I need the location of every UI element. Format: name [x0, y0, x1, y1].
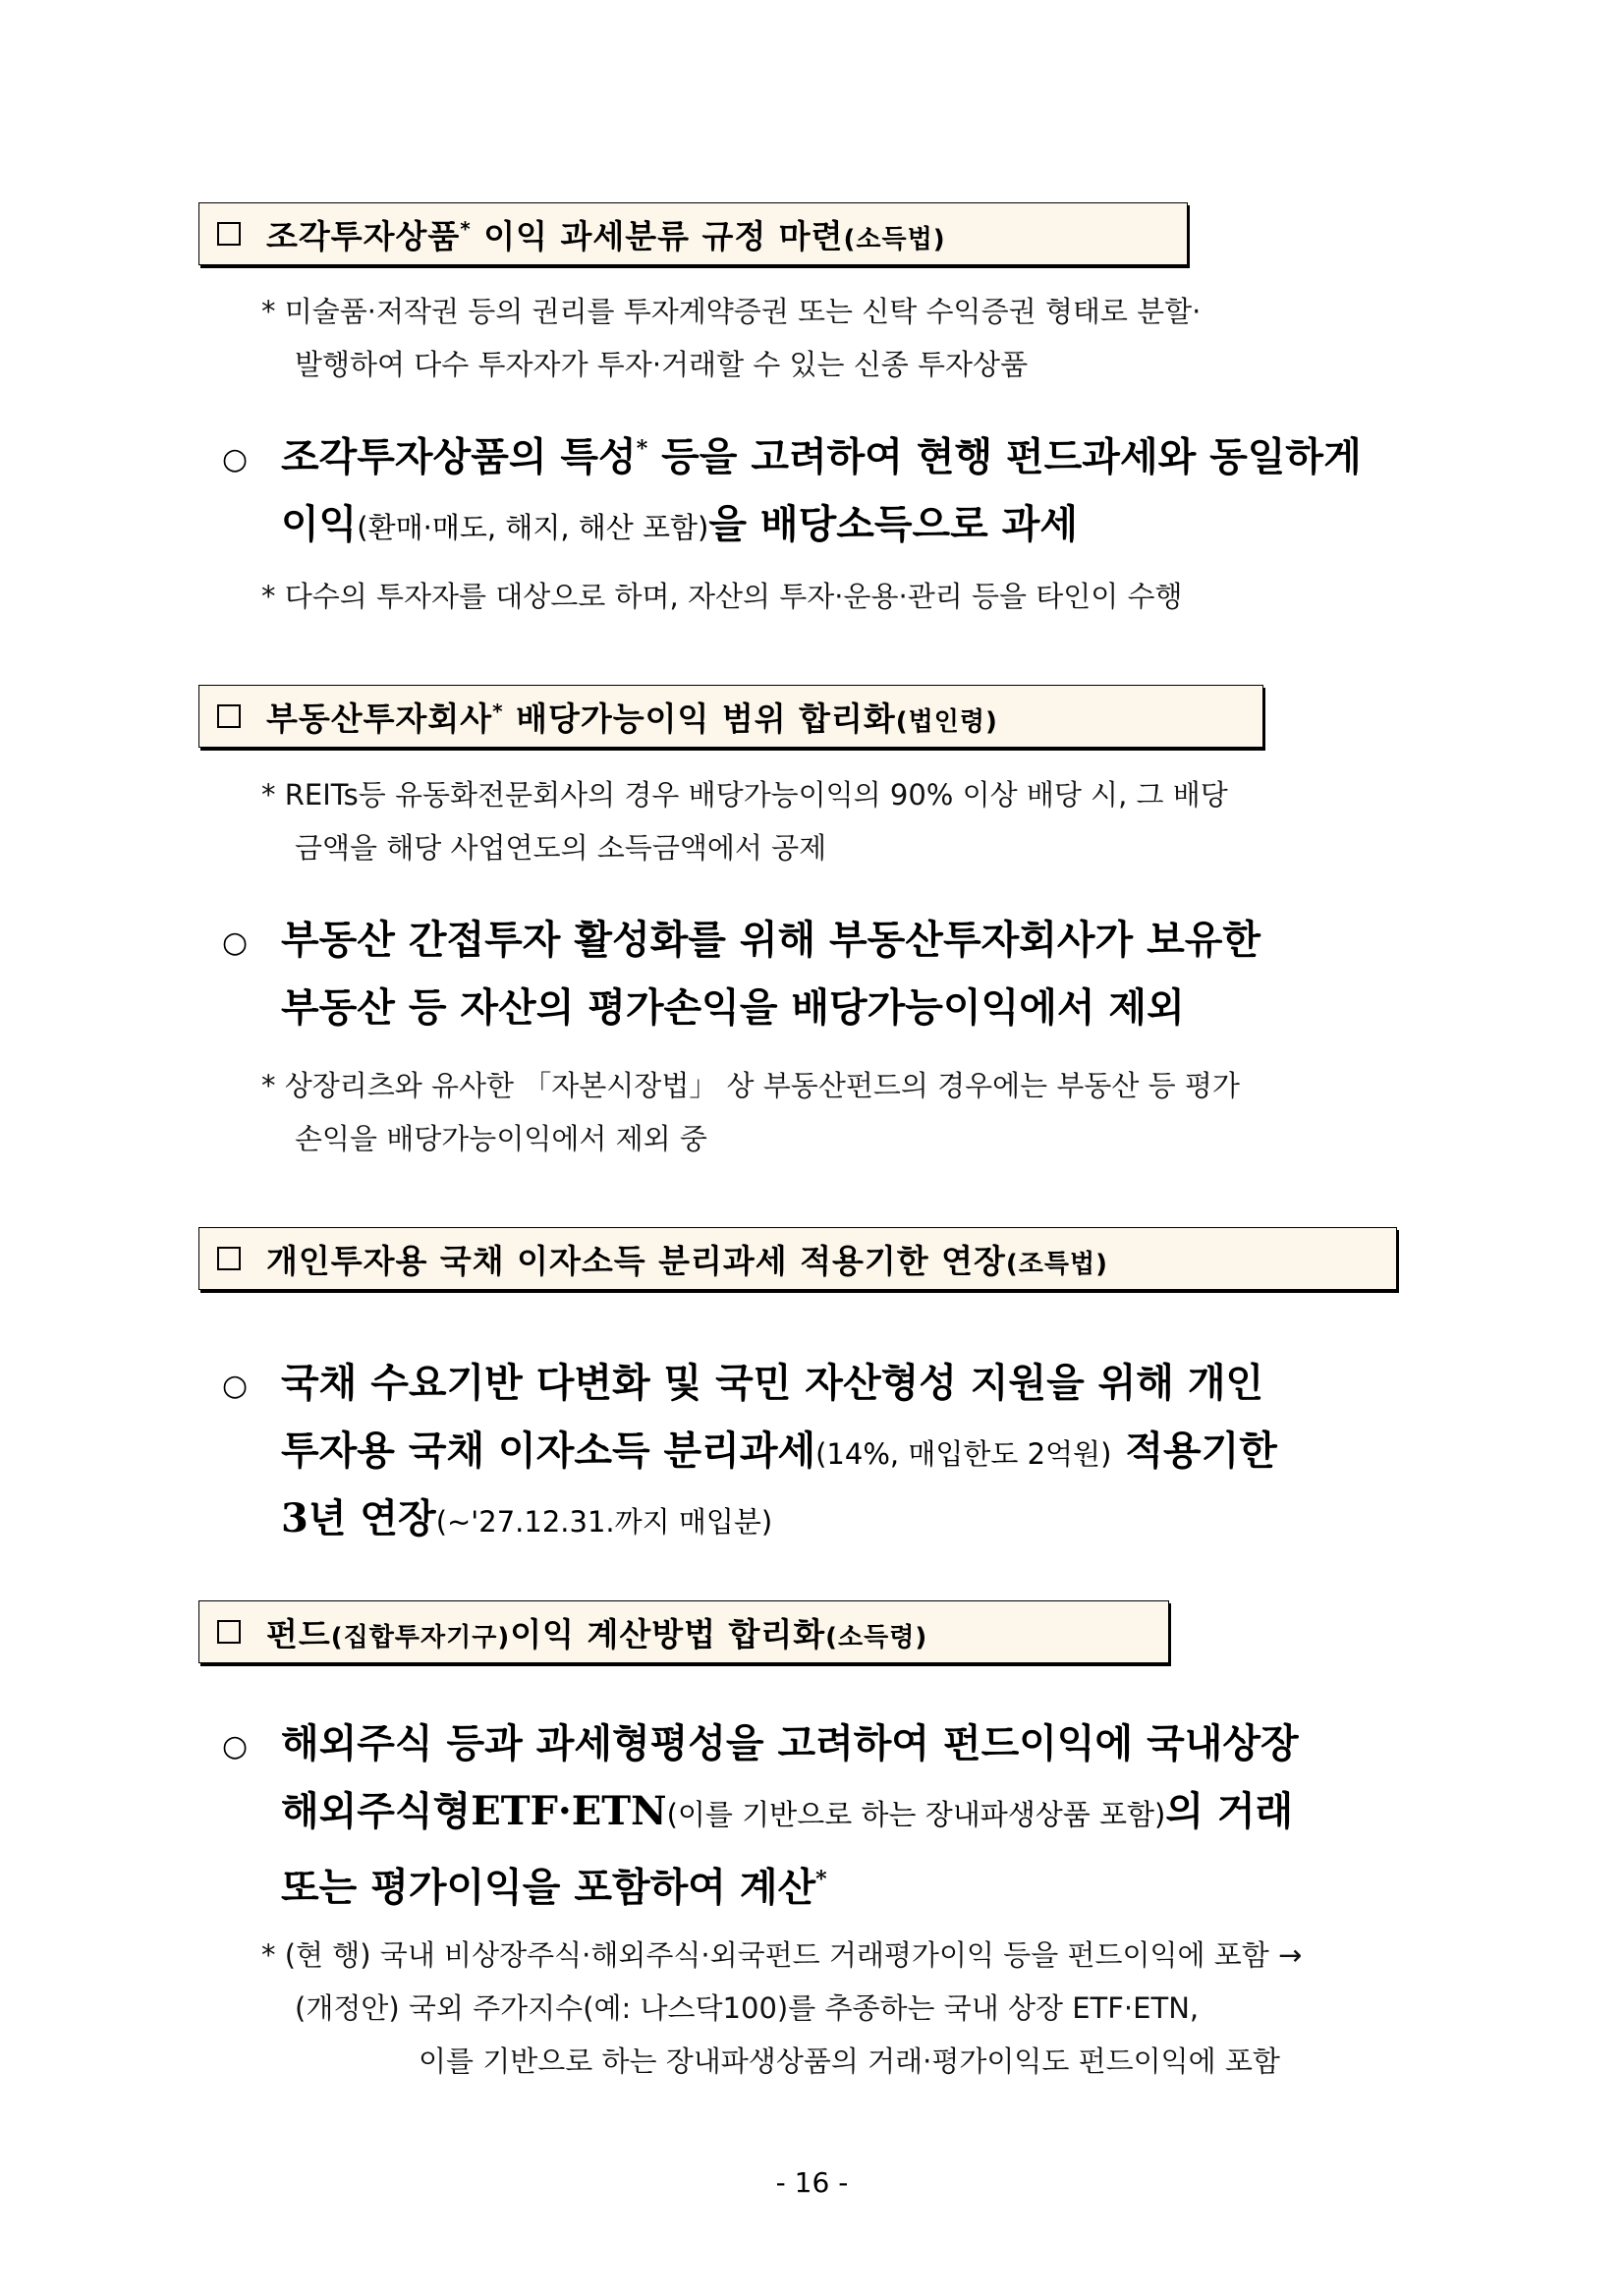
note-line: * 미술품·저작권 등의 권리를 투자계약증권 또는 신탁 수익증권 형태로 분할·	[261, 295, 1202, 328]
bullet-note-1: * 다수의 투자자를 대상으로 하며, 자산의 투자·운용·관리 등을 타인이 수행	[261, 580, 1183, 613]
section-title: 조각투자상품* 이익 과세분류 규정 마련(소득법)	[266, 216, 946, 255]
bullet-note-2	[261, 1059, 1240, 1165]
section-title: 개인투자용 국채 이자소득 분리과세 적용기한 연장(조특법)	[266, 1241, 1109, 1280]
note-line: * 상장리츠와 유사한 「자본시장법」 상 부동산펀드의 경우에는 부동산 등 평가	[261, 1069, 1240, 1102]
checkbox-square-icon	[217, 704, 241, 728]
section-header-2	[198, 685, 1263, 748]
section-note-1	[261, 285, 1201, 391]
note-line: 손익을 배당가능이익에서 제외 중	[295, 1122, 707, 1155]
bullet-item-4: ○ 해외주식 등과 과세형평성을 고려하여 펀드이익에 국내상장 해외주식형ETF·ETN(이를 기반으로 하는 장내파생상품 포함)의 거래 또는 평가이익을 포함하여 계산*	[222, 1711, 1299, 1920]
bullet-note-4	[261, 1929, 1302, 2088]
note-line: 이를 기반으로 하는 장내파생상품의 거래·평가이익도 펀드이익에 포함	[419, 2044, 1280, 2078]
bullet-item-1: ○ 조각투자상품의 특성* 등을 고려하여 현행 펀드과세와 동일하게 이익(환매·매도, 해지, 해산 포함)을 배당소득으로 과세	[222, 417, 1362, 560]
section-header-4	[198, 1600, 1169, 1663]
checkbox-square-icon	[217, 1247, 241, 1270]
section-note-2	[261, 768, 1228, 874]
circle-bullet-icon: ○	[222, 925, 249, 960]
circle-bullet-icon: ○	[222, 1369, 249, 1403]
section-title: 부동산투자회사* 배당가능이익 범위 합리화(법인령)	[266, 699, 998, 738]
note-line: 금액을 해당 사업연도의 소득금액에서 공제	[295, 831, 827, 865]
note-line: 발행하여 다수 투자자가 투자·거래할 수 있는 신종 투자상품	[295, 348, 1029, 381]
note-line: * REITs등 유동화전문회사의 경우 배당가능이익의 90% 이상 배당 시, 그 배당	[261, 778, 1228, 812]
section-header-1	[198, 202, 1188, 265]
page-number: - 16 -	[775, 2166, 849, 2199]
checkbox-square-icon	[217, 222, 241, 246]
note-line: (개정안) 국외 주가지수(예: 나스닥100)를 추종하는 국내 상장 ETF·ETN,	[295, 1991, 1200, 2025]
note-line: * (현 행) 국내 비상장주식·해외주식·외국펀드 거래평가이익 등을 펀드이익에 포함 →	[261, 1938, 1303, 1972]
circle-bullet-icon: ○	[222, 1729, 249, 1764]
checkbox-square-icon	[217, 1620, 241, 1644]
circle-bullet-icon: ○	[222, 442, 249, 477]
bullet-item-3: ○ 국채 수요기반 다변화 및 국민 자산형성 지원을 위해 개인 투자용 국채 이자소득 분리과세(14%, 매입한도 2억원) 적용기한 3년 연장(~'27.12.31.까지 매입분)	[222, 1351, 1277, 1554]
section-title: 펀드(집합투자기구)이익 계산방법 합리화(소득령)	[266, 1614, 928, 1653]
bullet-item-2: ○ 부동산 간접투자 활성화를 위해 부동산투자회사가 보유한 부동산 등 자산의 평가손익을 배당가능이익에서 제외	[222, 908, 1260, 1040]
section-header-3	[198, 1227, 1397, 1290]
